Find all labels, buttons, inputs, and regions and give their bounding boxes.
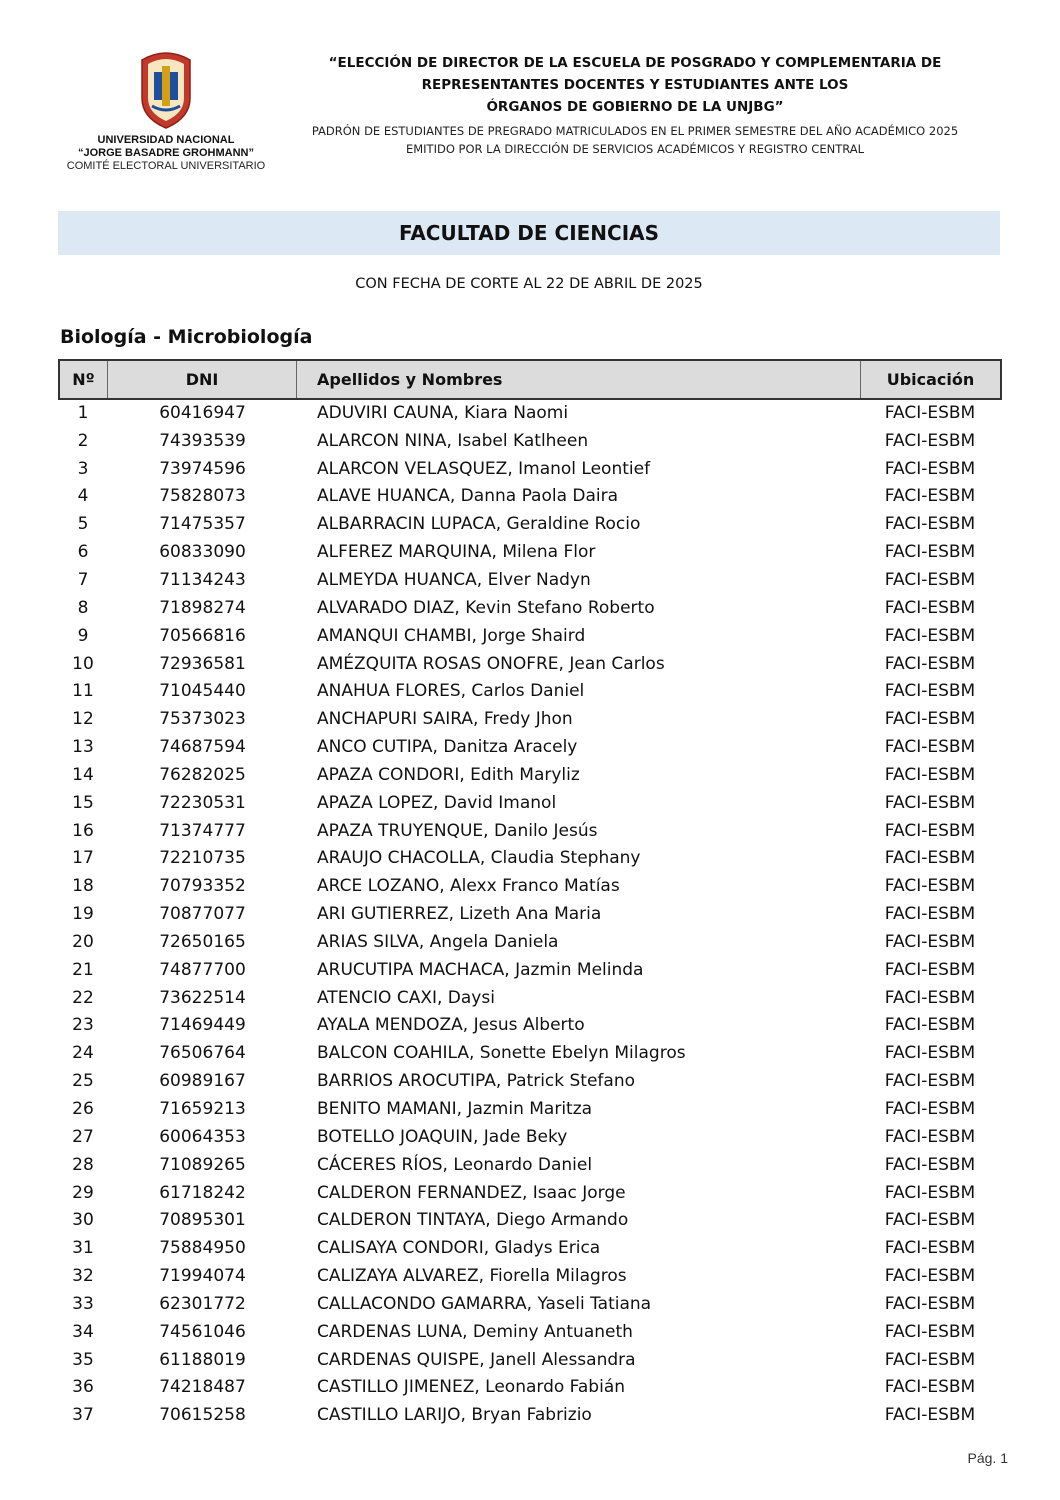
row-location: FACI-ESBM <box>884 848 976 869</box>
row-dni: 71994074 <box>159 1266 246 1287</box>
row-full-name: ALBARRACIN LUPACA, Geraldine Rocio <box>317 514 641 535</box>
row-dni: 70895301 <box>159 1210 246 1231</box>
column-header-dni: DNI <box>108 361 297 398</box>
table-row <box>58 510 1000 538</box>
row-full-name: AYALA MENDOZA, Jesus Alberto <box>317 1015 585 1036</box>
row-dni: 71045440 <box>159 681 246 702</box>
row-number: 16 <box>72 820 94 841</box>
row-dni: 71374777 <box>159 820 246 841</box>
row-dni: 72936581 <box>159 653 246 674</box>
table-row <box>58 845 1000 873</box>
row-full-name: ATENCIO CAXI, Daysi <box>317 987 495 1008</box>
row-full-name: CALDERON TINTAYA, Diego Armando <box>317 1210 629 1231</box>
row-full-name: ALAVE HUANCA, Danna Paola Daira <box>317 486 619 507</box>
row-number: 14 <box>72 764 94 785</box>
table-row <box>58 399 1000 427</box>
row-full-name: CARDENAS LUNA, Deminy Antuaneth <box>317 1321 633 1342</box>
row-location: FACI-ESBM <box>884 1043 976 1064</box>
row-location: FACI-ESBM <box>884 987 976 1008</box>
row-full-name: CALLACONDO GAMARRA, Yaseli Tatiana <box>317 1293 652 1314</box>
row-location: FACI-ESBM <box>884 792 976 813</box>
faculty-heading: FACULTAD DE CIENCIAS <box>58 211 1000 255</box>
row-dni: 60064353 <box>159 1126 246 1147</box>
row-number: 7 <box>77 569 89 590</box>
row-dni: 71089265 <box>159 1154 246 1175</box>
row-location: FACI-ESBM <box>884 1071 976 1092</box>
row-location: FACI-ESBM <box>884 737 976 758</box>
row-location: FACI-ESBM <box>884 1099 976 1120</box>
row-location: FACI-ESBM <box>884 1015 976 1036</box>
column-header-number: Nº <box>60 361 108 398</box>
row-full-name: AMANQUI CHAMBI, Jorge Shaird <box>317 625 586 646</box>
row-full-name: ARCE LOZANO, Alexx Franco Matías <box>317 876 620 897</box>
subtitle-line-1: PADRÓN DE ESTUDIANTES DE PREGRADO MATRICULADOS EN EL PRIMER SEMESTRE DEL AÑO ACADÉMICO 2025 <box>311 124 959 138</box>
table-row <box>58 483 1000 511</box>
row-dni: 71898274 <box>159 597 246 618</box>
table-row <box>58 1290 1000 1318</box>
university-logo-block <box>58 48 274 173</box>
table-row <box>58 1123 1000 1151</box>
row-number: 29 <box>72 1182 94 1203</box>
row-dni: 74218487 <box>159 1377 246 1398</box>
row-dni: 76282025 <box>159 764 246 785</box>
row-number: 11 <box>72 681 94 702</box>
row-location: FACI-ESBM <box>884 931 976 952</box>
row-full-name: ARI GUTIERREZ, Lizeth Ana Maria <box>317 904 602 925</box>
row-full-name: ARIAS SILVA, Angela Daniela <box>317 931 559 952</box>
row-dni: 60989167 <box>159 1071 246 1092</box>
row-location: FACI-ESBM <box>884 1210 976 1231</box>
row-location: FACI-ESBM <box>884 430 976 451</box>
row-full-name: ARUCUTIPA MACHACA, Jazmin Melinda <box>317 959 644 980</box>
table-row <box>58 1318 1000 1346</box>
row-number: 9 <box>77 625 89 646</box>
row-location: FACI-ESBM <box>884 514 976 535</box>
table-row <box>58 872 1000 900</box>
row-full-name: BENITO MAMANI, Jazmin Maritza <box>317 1099 593 1120</box>
row-full-name: APAZA TRUYENQUE, Danilo Jesús <box>317 820 598 841</box>
row-location: FACI-ESBM <box>884 1154 976 1175</box>
row-dni: 71469449 <box>159 1015 246 1036</box>
table-row <box>58 622 1000 650</box>
row-full-name: CALDERON FERNANDEZ, Isaac Jorge <box>317 1182 626 1203</box>
row-location: FACI-ESBM <box>884 486 976 507</box>
table-row <box>58 984 1000 1012</box>
table-row <box>58 956 1000 984</box>
row-full-name: ALFEREZ MARQUINA, Milena Flor <box>317 542 596 563</box>
row-full-name: ARAUJO CHACOLLA, Claudia Stephany <box>317 848 641 869</box>
table-row <box>58 1012 1000 1040</box>
row-dni: 74687594 <box>159 737 246 758</box>
table-row <box>58 1151 1000 1179</box>
row-dni: 70566816 <box>159 625 246 646</box>
row-location: FACI-ESBM <box>884 1182 976 1203</box>
row-number: 17 <box>72 848 94 869</box>
table-row <box>58 566 1000 594</box>
table-row <box>58 1401 1000 1429</box>
row-number: 21 <box>72 959 94 980</box>
row-number: 20 <box>72 931 94 952</box>
row-full-name: ALMEYDA HUANCA, Elver Nadyn <box>317 569 591 590</box>
table-row <box>58 1179 1000 1207</box>
page-number: Pág. 1 <box>967 1450 1008 1466</box>
title-line-1: “ELECCIÓN DE DIRECTOR DE LA ESCUELA DE POSGRADO Y COMPLEMENTARIA DE <box>328 55 942 71</box>
row-full-name: ADUVIRI CAUNA, Kiara Naomi <box>317 402 569 423</box>
row-dni: 71659213 <box>159 1099 246 1120</box>
subtitle-line-2: EMITIDO POR LA DIRECCIÓN DE SERVICIOS ACADÉMICOS Y REGISTRO CENTRAL <box>405 142 865 156</box>
row-number: 6 <box>77 542 89 563</box>
row-full-name: CASTILLO LARIJO, Bryan Fabrizio <box>317 1405 592 1426</box>
row-number: 26 <box>72 1099 94 1120</box>
row-number: 34 <box>72 1321 94 1342</box>
row-dni: 73974596 <box>159 458 246 479</box>
column-header-name: Apellidos y Nombres <box>297 361 861 398</box>
table-row <box>58 1095 1000 1123</box>
cutoff-date: CON FECHA DE CORTE AL 22 DE ABRIL DE 2025 <box>355 276 703 292</box>
row-number: 33 <box>72 1293 94 1314</box>
table-row <box>58 928 1000 956</box>
row-dni: 74393539 <box>159 430 246 451</box>
electoral-committee: COMITÉ ELECTORAL UNIVERSITARIO <box>66 160 266 172</box>
row-location: FACI-ESBM <box>884 597 976 618</box>
row-full-name: CASTILLO JIMENEZ, Leonardo Fabián <box>317 1377 626 1398</box>
table-row <box>58 650 1000 678</box>
university-seal-icon <box>134 48 198 130</box>
table-row <box>58 1206 1000 1234</box>
row-location: FACI-ESBM <box>884 820 976 841</box>
row-number: 12 <box>72 709 94 730</box>
row-location: FACI-ESBM <box>884 542 976 563</box>
table-row <box>58 1346 1000 1374</box>
row-full-name: AMÉZQUITA ROSAS ONOFRE, Jean Carlos <box>317 653 665 674</box>
row-number: 3 <box>77 458 89 479</box>
row-number: 2 <box>77 430 89 451</box>
row-location: FACI-ESBM <box>884 1377 976 1398</box>
title-line-2: REPRESENTANTES DOCENTES Y ESTUDIANTES ANTE LOS <box>421 77 849 93</box>
row-dni: 72230531 <box>159 792 246 813</box>
row-full-name: ANCO CUTIPA, Danitza Aracely <box>317 737 578 758</box>
row-number: 35 <box>72 1349 94 1370</box>
row-dni: 75884950 <box>159 1238 246 1259</box>
row-location: FACI-ESBM <box>884 904 976 925</box>
row-full-name: ANAHUA FLORES, Carlos Daniel <box>317 681 585 702</box>
row-full-name: ALARCON VELASQUEZ, Imanol Leontief <box>317 458 651 479</box>
row-dni: 73622514 <box>159 987 246 1008</box>
row-number: 4 <box>77 486 89 507</box>
row-location: FACI-ESBM <box>884 625 976 646</box>
row-location: FACI-ESBM <box>884 959 976 980</box>
row-location: FACI-ESBM <box>884 1321 976 1342</box>
table-row <box>58 538 1000 566</box>
table-row <box>58 427 1000 455</box>
table-row <box>58 1374 1000 1402</box>
table-row <box>58 761 1000 789</box>
row-location: FACI-ESBM <box>884 764 976 785</box>
row-full-name: ANCHAPURI SAIRA, Fredy Jhon <box>317 709 573 730</box>
row-dni: 70793352 <box>159 876 246 897</box>
row-full-name: CARDENAS QUISPE, Janell Alessandra <box>317 1349 636 1370</box>
row-number: 18 <box>72 876 94 897</box>
document-title-block <box>290 52 980 158</box>
row-dni: 61718242 <box>159 1182 246 1203</box>
row-number: 22 <box>72 987 94 1008</box>
row-location: FACI-ESBM <box>884 653 976 674</box>
table-row <box>58 789 1000 817</box>
row-dni: 60416947 <box>159 402 246 423</box>
row-number: 24 <box>72 1043 94 1064</box>
table-row <box>58 1262 1000 1290</box>
row-full-name: CALIZAYA ALVAREZ, Fiorella Milagros <box>317 1266 627 1287</box>
row-dni: 71475357 <box>159 514 246 535</box>
row-location: FACI-ESBM <box>884 876 976 897</box>
row-dni: 76506764 <box>159 1043 246 1064</box>
row-number: 1 <box>77 402 89 423</box>
row-full-name: BALCON COAHILA, Sonette Ebelyn Milagros <box>317 1043 686 1064</box>
row-dni: 62301772 <box>159 1293 246 1314</box>
row-dni: 74877700 <box>159 959 246 980</box>
table-row <box>58 594 1000 622</box>
row-dni: 71134243 <box>159 569 246 590</box>
university-name-line2: “JORGE BASADRE GROHMANN” <box>77 147 254 159</box>
table-row <box>58 733 1000 761</box>
row-dni: 72650165 <box>159 931 246 952</box>
career-heading: Biología - Microbiología <box>60 326 313 348</box>
row-number: 27 <box>72 1126 94 1147</box>
student-table-body <box>58 399 1000 1429</box>
row-full-name: CÁCERES RÍOS, Leonardo Daniel <box>317 1154 593 1175</box>
row-full-name: APAZA CONDORI, Edith Maryliz <box>317 764 580 785</box>
row-dni: 60833090 <box>159 542 246 563</box>
row-number: 13 <box>72 737 94 758</box>
table-row <box>58 1067 1000 1095</box>
row-location: FACI-ESBM <box>884 458 976 479</box>
title-line-3: ÓRGANOS DE GOBIERNO DE LA UNJBG” <box>486 99 784 115</box>
row-full-name: BOTELLO JOAQUIN, Jade Beky <box>317 1126 568 1147</box>
table-row <box>58 677 1000 705</box>
row-full-name: BARRIOS AROCUTIPA, Patrick Stefano <box>317 1071 636 1092</box>
table-row <box>58 817 1000 845</box>
row-location: FACI-ESBM <box>884 1349 976 1370</box>
row-number: 28 <box>72 1154 94 1175</box>
row-dni: 61188019 <box>159 1349 246 1370</box>
row-number: 31 <box>72 1238 94 1259</box>
column-header-location: Ubicación <box>886 370 975 389</box>
row-number: 23 <box>72 1015 94 1036</box>
row-dni: 70615258 <box>159 1405 246 1426</box>
row-number: 32 <box>72 1266 94 1287</box>
row-full-name: APAZA LOPEZ, David Imanol <box>317 792 557 813</box>
row-number: 30 <box>72 1210 94 1231</box>
row-location: FACI-ESBM <box>884 402 976 423</box>
row-number: 10 <box>72 653 94 674</box>
row-number: 19 <box>72 904 94 925</box>
row-dni: 75828073 <box>159 486 246 507</box>
row-dni: 75373023 <box>159 709 246 730</box>
row-number: 15 <box>72 792 94 813</box>
row-location: FACI-ESBM <box>884 681 976 702</box>
row-dni: 74561046 <box>159 1321 246 1342</box>
row-number: 36 <box>72 1377 94 1398</box>
table-header <box>58 359 1002 400</box>
row-full-name: ALVARADO DIAZ, Kevin Stefano Roberto <box>317 597 655 618</box>
subtitle-block <box>290 122 980 158</box>
row-number: 25 <box>72 1071 94 1092</box>
row-number: 37 <box>72 1405 94 1426</box>
table-row <box>58 455 1000 483</box>
table-row <box>58 1234 1000 1262</box>
table-row <box>58 1039 1000 1067</box>
university-name-line1: UNIVERSIDAD NACIONAL <box>97 134 235 146</box>
row-location: FACI-ESBM <box>884 1405 976 1426</box>
row-location: FACI-ESBM <box>884 569 976 590</box>
row-location: FACI-ESBM <box>884 1293 976 1314</box>
row-location: FACI-ESBM <box>884 1126 976 1147</box>
row-number: 8 <box>77 597 89 618</box>
table-row <box>58 705 1000 733</box>
row-full-name: ALARCON NINA, Isabel Katlheen <box>317 430 589 451</box>
row-number: 5 <box>77 514 89 535</box>
row-location: FACI-ESBM <box>884 1238 976 1259</box>
row-location: FACI-ESBM <box>884 1266 976 1287</box>
row-dni: 72210735 <box>159 848 246 869</box>
row-dni: 70877077 <box>159 904 246 925</box>
row-location: FACI-ESBM <box>884 709 976 730</box>
table-row <box>58 900 1000 928</box>
row-full-name: CALISAYA CONDORI, Gladys Erica <box>317 1238 601 1259</box>
